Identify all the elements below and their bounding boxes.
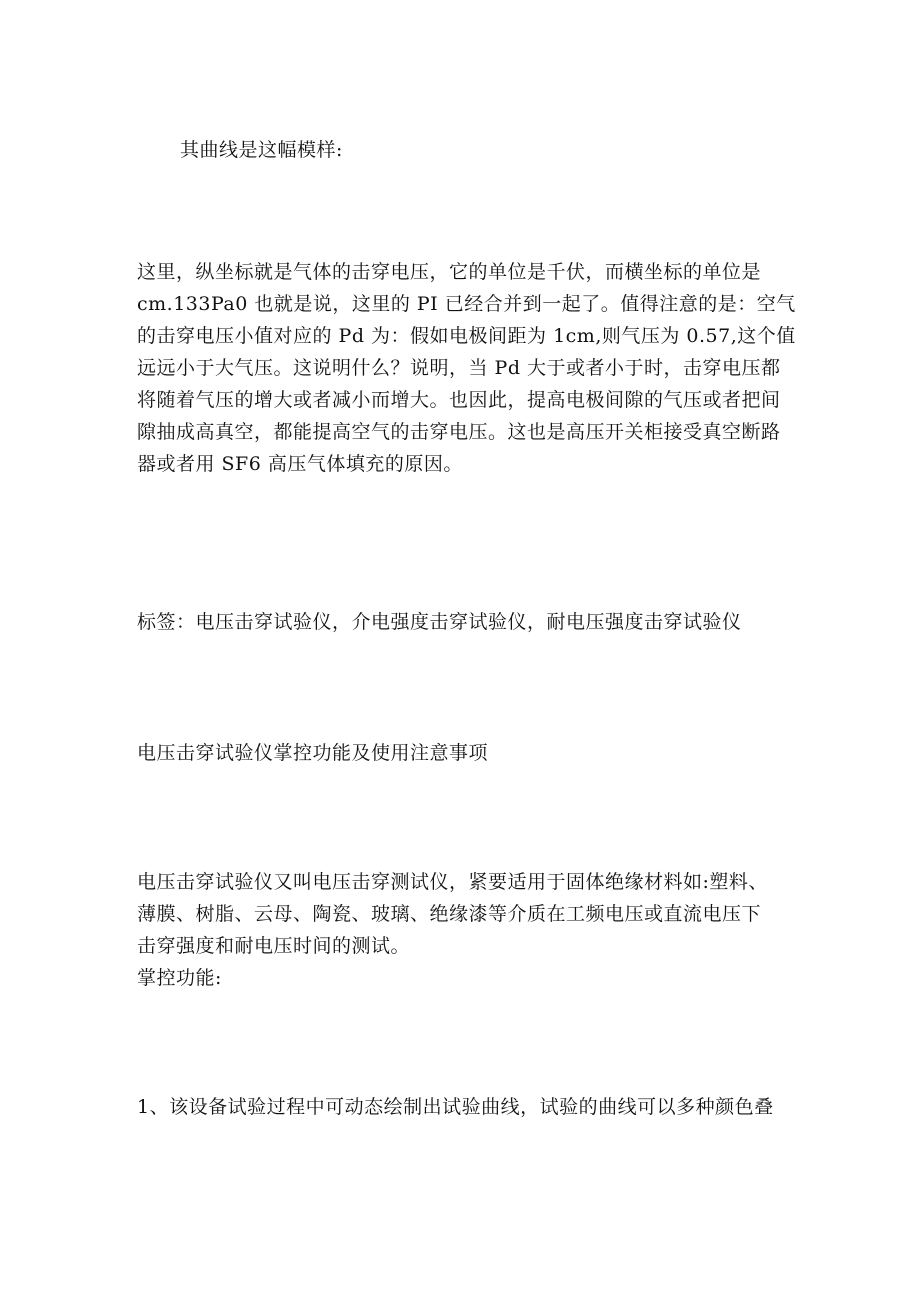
paragraph-line: 电压击穿试验仪又叫电压击穿测试仪，紧要适用于固体绝缘材料如:塑料、	[137, 871, 768, 893]
tags-text: 标签：电压击穿试验仪，介电强度击穿试验仪，耐电压强度击穿试验仪	[137, 611, 742, 633]
paragraph-tester-intro	[137, 866, 797, 994]
paragraph-line: 器或者用 SF6 高压气体填充的原因。	[137, 453, 463, 475]
paragraph-line: cm.133Pa0 也就是说，这里的 PI 已经合并到一起了。值得注意的是：空气	[137, 293, 796, 315]
paragraph-line: 隙抽成高真空，都能提高空气的击穿电压。这也是高压开关柜接受真空断路	[137, 421, 781, 443]
paragraph-line: 这里，纵坐标就是气体的击穿电压，它的单位是千伏，而横坐标的单位是	[137, 261, 762, 283]
paragraph-line: 掌控功能:	[137, 967, 222, 989]
paragraph-breakdown-voltage	[137, 256, 797, 480]
list-item-text: 1、该设备试验过程中可动态绘制出试验曲线，试验的曲线可以多种颜色叠	[137, 1096, 774, 1118]
section-heading	[137, 737, 797, 769]
list-item	[137, 1091, 797, 1123]
caption-line: 其曲线是这幅模样:	[180, 139, 343, 161]
tags-line	[137, 606, 797, 638]
heading-text: 电压击穿试验仪掌控功能及使用注意事项	[137, 742, 489, 764]
paragraph-line: 远远小于大气压。这说明什么？说明，当 Pd 大于或者小于时，击穿电压都	[137, 357, 781, 379]
figure-caption	[180, 134, 840, 166]
paragraph-line: 的击穿电压小值对应的 Pd 为：假如电极间距为 1cm,则气压为 0.57,这个值	[137, 325, 796, 347]
paragraph-line: 击穿强度和耐电压时间的测试。	[137, 935, 411, 957]
paragraph-line: 薄膜、树脂、云母、陶瓷、玻璃、绝缘漆等介质在工频电压或直流电压下	[137, 903, 762, 925]
paragraph-line: 将随着气压的增大或者减小而增大。也因此，提高电极间隙的气压或者把间	[137, 389, 781, 411]
